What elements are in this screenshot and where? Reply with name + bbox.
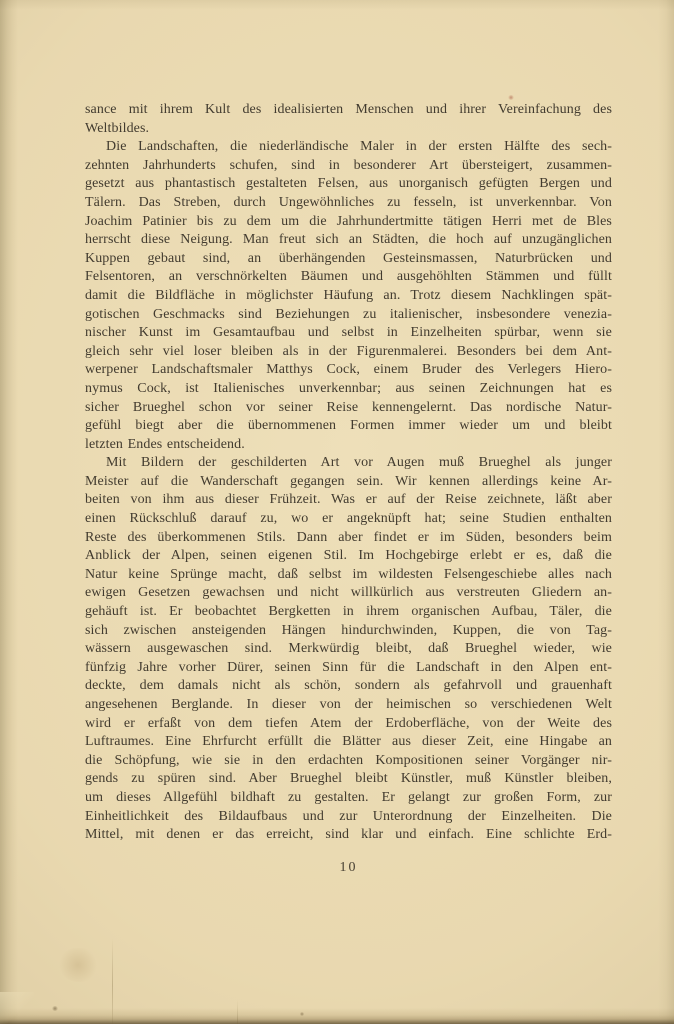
text-line: Kuppen gebaut sind, an überhängenden Gesteinsmassen, Naturbrücken und bbox=[85, 250, 612, 266]
paragraph bbox=[85, 138, 612, 454]
text-line: wässern ausgewaschen sind. Merkwürdig bleibt, daß Brueghel wieder, wie bbox=[85, 641, 612, 657]
text-line: Joachim Patinier bis zu dem um die Jahrhundertmitte tätigen Herri met de Bles bbox=[85, 213, 612, 229]
text-line: Natur keine Sprünge macht, daß selbst im wildesten Felsengeschiebe alles nach bbox=[85, 566, 612, 582]
page-number: 10 bbox=[339, 860, 358, 875]
text-line: damit die Bildfläche in möglichster Häufung an. Trotz diesem Nachklingen spät- bbox=[85, 287, 612, 303]
text-line: um dieses Allgefühl bildhaft zu gestalten. Er gelangt zur großen Form, zur bbox=[85, 789, 612, 805]
text-line: zehnten Jahrhunderts schufen, sind in besonderer Art übersteigert, zusammen- bbox=[85, 157, 612, 173]
paper-crease bbox=[112, 938, 113, 1024]
text-line: gesetzt aus phantastisch gestalteten Felsen, aus unorganisch gefügten Bergen und bbox=[85, 176, 612, 192]
text-line: Mit Bildern der geschilderten Art vor Augen muß Brueghel als junger bbox=[106, 455, 612, 471]
text-line: Mittel, mit denen er das erreicht, sind klar und einfach. Eine schlichte Erd- bbox=[85, 827, 612, 843]
text-line: sance mit ihrem Kult des idealisierten Menschen und ihrer Vereinfachung des bbox=[85, 102, 612, 117]
text-line: gends zu spüren sind. Aber Brueghel bleibt Künstler, muß Künstler bleiben, bbox=[85, 771, 612, 787]
paper-stain bbox=[58, 948, 98, 982]
text-line: ewigen Gesetzen gewachsen und nicht willkürlich aus verstreuten Gliedern an- bbox=[85, 585, 612, 601]
text-line: Die Landschaften, die niederländische Maler in der ersten Hälfte des sech- bbox=[106, 139, 612, 155]
text-line: Luftraumes. Eine Ehrfurcht erfüllt die Blätter aus dieser Zeit, eine Hingabe an bbox=[85, 734, 612, 750]
text-line: nymus Cock, ist Italienisches unverkennbar; aus seinen Zeichnungen hat es bbox=[85, 380, 612, 396]
text-line: wird er erfaßt von dem tiefen Atem der Erdoberfläche, von der Weite des bbox=[85, 715, 612, 731]
paper-crease bbox=[237, 1000, 238, 1024]
text-line: Meister auf die Wanderschaft gegangen sein. Wir kennen allerdings keine Ar- bbox=[85, 473, 612, 489]
text-line: letzten Endes entscheidend. bbox=[85, 436, 245, 452]
text-line: herrscht diese Neigung. Man freut sich an Städten, die hoch auf unzugänglichen bbox=[85, 232, 612, 248]
text-line: gehäuft ist. Er beobachtet Bergketten in ihrem organischen Aufbau, Täler, die bbox=[85, 604, 612, 620]
text-line: deckte, dem damals nicht als schön, sondern als gefahrvoll und grauenhaft bbox=[85, 678, 612, 694]
paper-stain bbox=[508, 95, 514, 100]
paper-stain bbox=[52, 1006, 58, 1011]
page-corner-fold bbox=[0, 992, 34, 1024]
text-line: Tälern. Das Streben, durch Ungewöhnliches zu fesseln, ist unverkennbar. Von bbox=[85, 194, 612, 210]
text-line: die Schöpfung, wie sie in den erdachten Kompositionen seiner Vorgänger nir- bbox=[85, 752, 612, 768]
text-line: fünfzig Jahre vorher Dürer, seinen Sinn für die Landschaft in den Alpen ent- bbox=[85, 659, 612, 675]
text-line: werpener Landschaftsmaler Matthys Cock, einem Bruder des Verlegers Hiero- bbox=[85, 362, 612, 378]
text-line: Felsentoren, an verschnörkelten Bäumen und ausgehöhlten Stämmen und füllt bbox=[85, 269, 612, 285]
text-line: Reste des überkommenen Stils. Dann aber findet er im Süden, besonders beim bbox=[85, 529, 612, 545]
text-line: gotischen Geschmacks sind Beziehungen zu italienischer, insbesondere venezia- bbox=[85, 306, 612, 322]
text-line: Einheitlichkeit des Bildaufbaus und zur Unterordnung der Einzelheiten. Die bbox=[85, 808, 612, 824]
text-line: einen Rückschluß darauf zu, wo er angeknüpft hat; seine Studien enthalten bbox=[85, 511, 612, 527]
text-line: gefühl biegt aber die übernommenen Formen immer wieder um und bleibt bbox=[85, 418, 612, 434]
text-line: Anblick der Alpen, seinen eigenen Stil. Im Hochgebirge erlebt er es, daß die bbox=[85, 548, 612, 564]
text-line: sich zwischen ansteigenden Hängen hindurchwinden, Kuppen, die von Tag- bbox=[85, 622, 612, 638]
text-line: gleich sehr viel loser bleiben als in der Figurenmalerei. Besonders bei dem Ant- bbox=[85, 343, 612, 359]
paper-stain bbox=[300, 1012, 304, 1016]
paragraph bbox=[85, 101, 612, 138]
text-line: Weltbildes. bbox=[85, 120, 150, 136]
page-body-text bbox=[85, 101, 612, 845]
text-line: beiten von ihm aus dieser Frühzeit. Was er auf der Reise zeichnete, läßt aber bbox=[85, 492, 612, 508]
paragraph bbox=[85, 454, 612, 844]
text-line: angesehenen Berglande. In dieser von der heimischen so verschiedenen Welt bbox=[85, 697, 612, 712]
text-line: nischer Kunst im Gesamtaufbau und selbst in Einzelheiten spürbar, wenn sie bbox=[85, 325, 612, 341]
text-line: sicher Brueghel schon vor seiner Reise kennengelernt. Das nordische Natur- bbox=[85, 399, 612, 415]
